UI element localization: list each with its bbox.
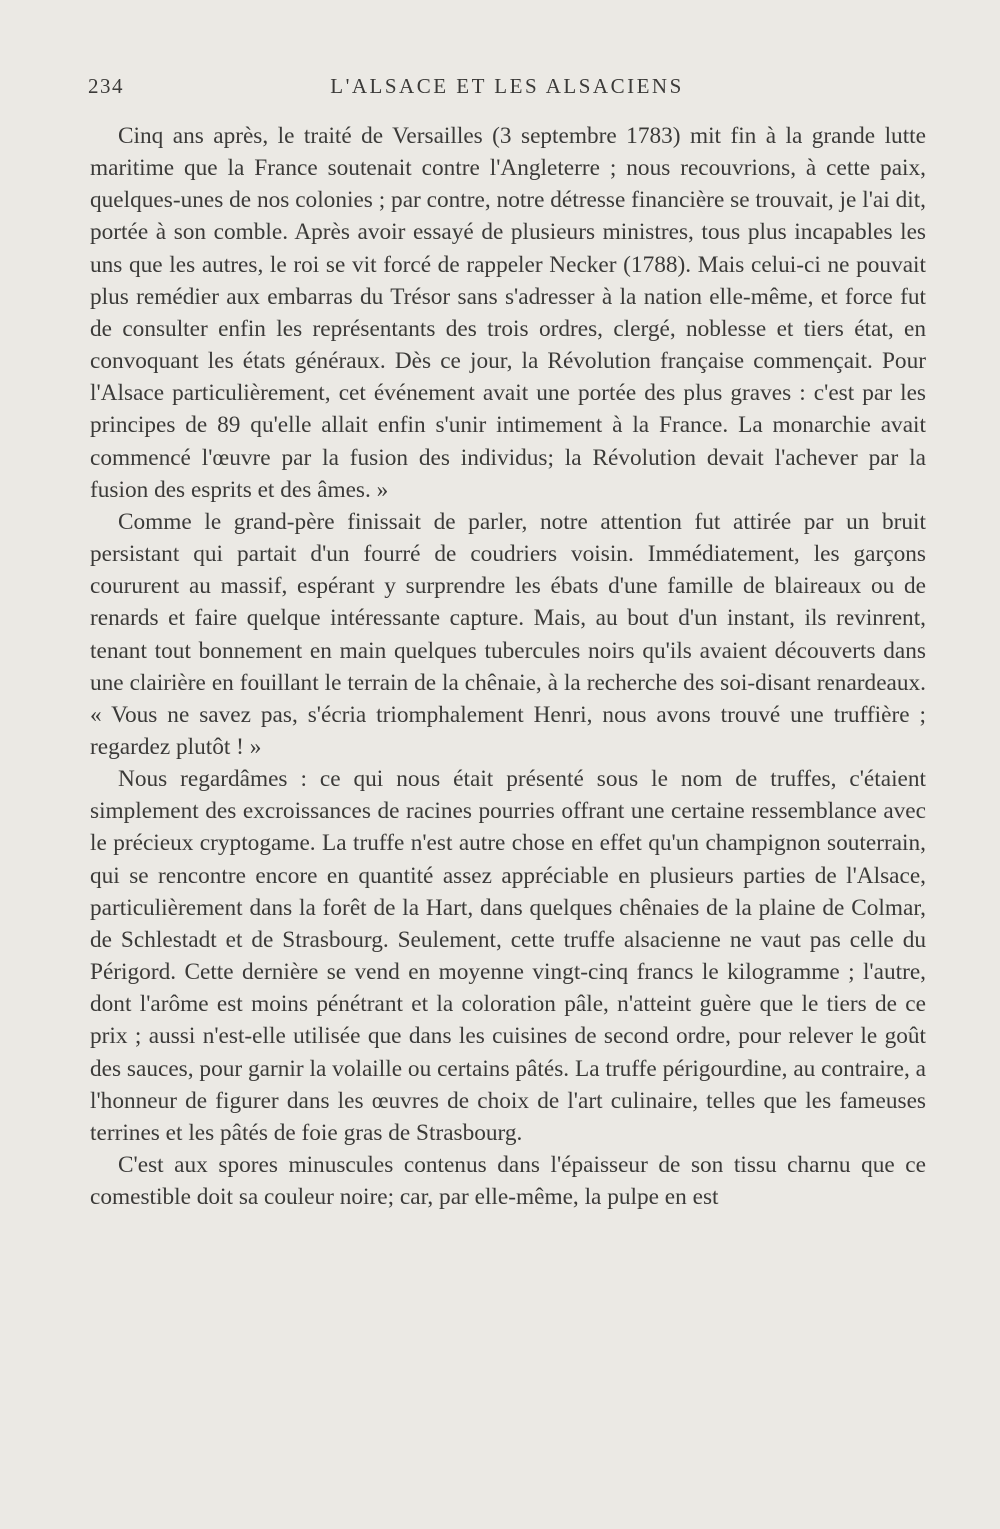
paragraph-1: Cinq ans après, le traité de Versailles (3 septembre 1783) mit fin à la grande lutte maritime que la France soutenait contre l'Angleterre ; nous recouvrions, à cette paix, quelques-unes de nos colonies ; par contre, notre détresse financière se trouvait, je l'ai dit, portée à son comble. Après avoir essayé de plusieurs ministres, tous plus incapables les uns que les autres, le roi se vit forcé de rappeler Necker (1788). Mais celui-ci ne pouvait plus remédier aux embarras du Trésor sans s'adresser à la nation elle-même, et force fut de consulter enfin les représentants des trois ordres, clergé, noblesse et tiers état, en convoquant les états généraux. Dès ce jour, la Révolution française commençait. Pour l'Alsace particulièrement, cet événement avait une portée des plus graves : c'est par les principes de 89 qu'elle allait enfin s'unir intimement à la France. La monarchie avait commencé l'œuvre par la fusion des individus; la Révolution devait l'achever par la fusion des esprits et des âmes. » — [90, 123, 926, 503]
paragraph-2: Comme le grand-père finissait de parler, notre attention fut attirée par un bruit persistant qui partait d'un fourré de coudriers voisin. Immédiatement, les garçons coururent au massif, espérant y surprendre les ébats d'une famille de blaireaux ou de renards et faire quelque intéressante capture. Mais, au bout d'un instant, ils revinrent, tenant tout bonnement en main quelques tubercules noirs qu'ils avaient découverts dans une clairière en fouillant le terrain de la chênaie, à la recherche des soi-disant renardeaux. « Vous ne savez pas, s'écria triomphalement Henri, nous avons trouvé une truffière ; regardez plutôt ! » — [90, 508, 926, 760]
running-head — [88, 74, 926, 104]
body-text — [90, 120, 926, 1213]
paragraph-3: Nous regardâmes : ce qui nous était présenté sous le nom de truffes, c'étaient simplement des excroissances de racines pourries offrant une certaine ressemblance avec le précieux cryptogame. La truffe n'est autre chose en effet qu'un champignon souterrain, qui se rencontre encore en quantité assez appréciable en plusieurs parties de l'Alsace, particulièrement dans la forêt de la Hart, dans quelques chênaies de la plaine de Colmar, de Schlestadt et de Strasbourg. Seulement, cette truffe alsacienne ne vaut pas celle du Périgord. Cette dernière se vend en moyenne vingt-cinq francs le kilogramme ; l'autre, dont l'arôme est moins pénétrant et la coloration pâle, n'atteint guère que le tiers de ce prix ; aussi n'est-elle utilisée que dans les cuisines de second ordre, pour relever le goût des sauces, pour garnir la volaille ou certains pâtés. La truffe périgourdine, au contraire, a l'honneur de figurer dans les œuvres de choix de l'art culinaire, telles que les fameuses terrines et les pâtés de foie gras de Strasbourg. — [90, 766, 926, 1146]
running-title: L'ALSACE ET LES ALSACIENS — [330, 74, 684, 98]
page-number: 234 — [88, 74, 124, 98]
paragraph-4: C'est aux spores minuscules contenus dans l'épaisseur de son tissu charnu que ce comestible doit sa couleur noire; car, par elle-même, la pulpe en est — [90, 1152, 926, 1211]
